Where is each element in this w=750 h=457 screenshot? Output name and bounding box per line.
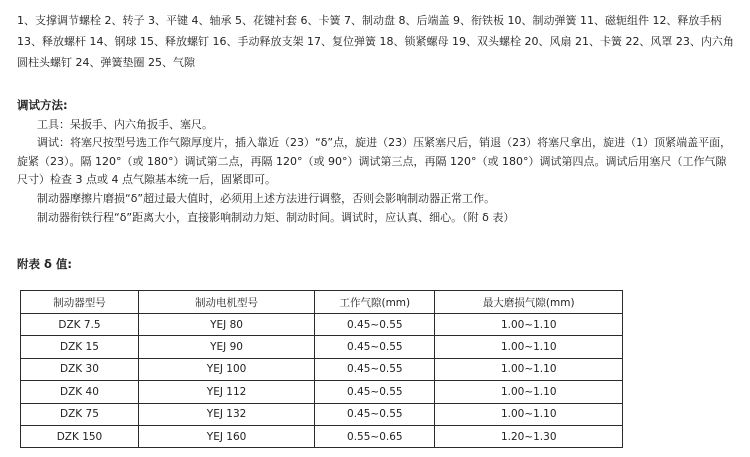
cell-working-gap: 0.45~0.55: [315, 358, 435, 380]
note-wear: 制动器摩擦片磨损“δ”超过最大值时，必须用上述方法进行调整，否则会影响制动器正常工作。: [37, 192, 496, 205]
cell-max-wear-gap: 1.00~1.10: [435, 336, 623, 358]
cell-working-gap: 0.45~0.55: [315, 381, 435, 403]
cell-motor-model: YEJ 132: [138, 403, 314, 425]
cell-motor-model: YEJ 112: [138, 381, 314, 403]
header-brake-model: 制动器型号: [21, 291, 139, 314]
cell-brake-model: DZK 7.5: [21, 314, 139, 336]
cell-motor-model: YEJ 100: [138, 358, 314, 380]
table-row: [21, 403, 623, 425]
cell-motor-model: YEJ 80: [138, 314, 314, 336]
header-max-wear-gap: 最大磨损气隙(mm): [435, 291, 623, 314]
cell-brake-model: DZK 150: [21, 425, 139, 447]
cell-brake-model: DZK 75: [21, 403, 139, 425]
cell-max-wear-gap: 1.00~1.10: [435, 403, 623, 425]
header-motor-model: 制动电机型号: [138, 291, 314, 314]
cell-max-wear-gap: 1.00~1.10: [435, 314, 623, 336]
cell-motor-model: YEJ 90: [138, 336, 314, 358]
tools-text: 工具：呆扳手、内六角扳手、塞尺。: [37, 118, 213, 131]
table-row: [21, 425, 623, 447]
cell-brake-model: DZK 15: [21, 336, 139, 358]
header-working-gap: 工作气隙(mm): [315, 291, 435, 314]
cell-max-wear-gap: 1.00~1.10: [435, 381, 623, 403]
cell-max-wear-gap: 1.20~1.30: [435, 425, 623, 447]
table-row: [21, 358, 623, 380]
cell-working-gap: 0.45~0.55: [315, 403, 435, 425]
cell-working-gap: 0.55~0.65: [315, 425, 435, 447]
cell-max-wear-gap: 1.00~1.10: [435, 358, 623, 380]
table-row: [21, 381, 623, 403]
procedure-text: 调试：将塞尺按型号选工作气隙厚度片，插入靠近（23）“δ”点，旋进（23）压紧塞尺后，销退（23）将塞尺拿出，旋进（1）顶紧端盖平面，旋紧（23）。隔 120°（或 180°）调试第二点，再隔 120°（或 90°）调试第三点，再隔 120°（或 180°）调试第四点。调试后用塞尺（工作气隙尺寸）检查 3 点或 4 点气隙基本统一后，固紧即可。: [17, 136, 732, 186]
cell-working-gap: 0.45~0.55: [315, 336, 435, 358]
method-title: 调试方法:: [17, 98, 68, 112]
cell-brake-model: DZK 40: [21, 381, 139, 403]
note-stroke: 制动器衔铁行程“δ”距离大小，直接影响制动力矩、制动时间。调试时，应认真、细心。（附 δ 表）: [37, 211, 515, 224]
table-title: 附表 δ 值:: [17, 257, 73, 271]
cell-working-gap: 0.45~0.55: [315, 314, 435, 336]
table-row: [21, 314, 623, 336]
table-header-row: [21, 291, 623, 314]
cell-brake-model: DZK 30: [21, 358, 139, 380]
parts-list: 1、支撑调节螺栓 2、转子 3、平键 4、轴承 5、花键衬套 6、卡簧 7、制动盘 8、后端盖 9、衔铁板 10、制动弹簧 11、磁轭组件 12、释放手柄 13、释放螺杆 14、钢球 15、释放螺钉 16、手动释放支架 17、复位弹簧 18、锁紧螺母 19、双头螺栓 20、风扇 21、卡簧 22、风罩 23、内六角圆柱头螺钉 24、弹簧垫圈 25、气隙: [17, 14, 734, 69]
table-row: [21, 336, 623, 358]
cell-motor-model: YEJ 160: [138, 425, 314, 447]
delta-value-table: [20, 290, 623, 448]
